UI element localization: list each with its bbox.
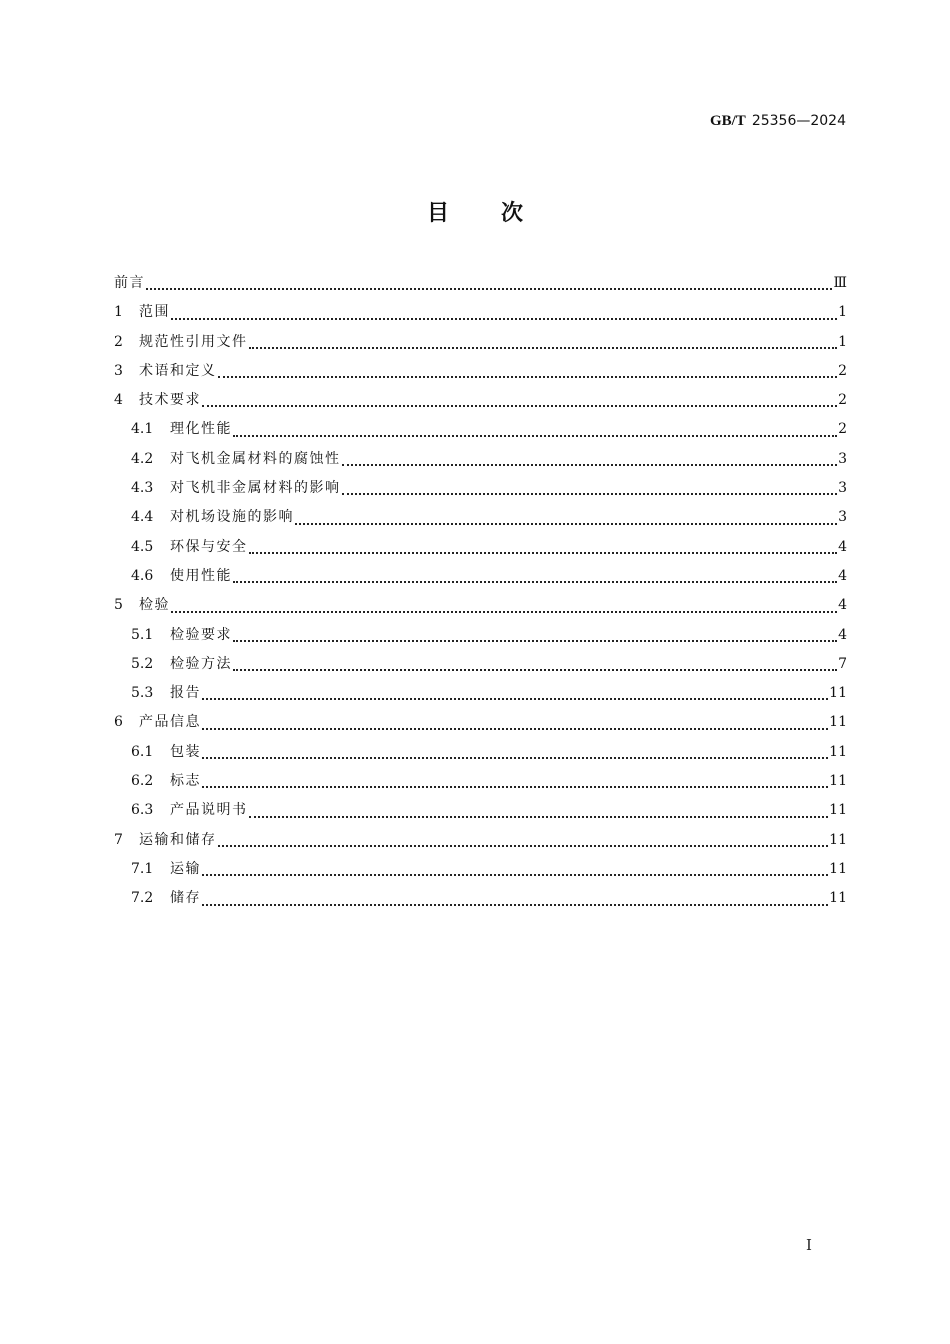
toc-entry-page: 2 <box>838 421 847 438</box>
toc-entry-page: 11 <box>829 743 847 760</box>
toc-entry-page: 11 <box>829 802 847 819</box>
toc-entry-number: 6 <box>114 714 123 731</box>
toc-entry-page: 11 <box>829 773 847 790</box>
toc-leader-dots <box>233 640 837 642</box>
toc-leader-dots <box>233 435 837 437</box>
toc-entry[interactable] <box>114 269 847 298</box>
toc-entry-page: 4 <box>838 626 847 643</box>
page-number: Ⅰ <box>806 1238 812 1254</box>
toc-entry-label: 前言 <box>114 275 145 291</box>
toc-entry[interactable] <box>114 298 847 327</box>
toc-entry-number: 5.1 <box>131 626 154 643</box>
toc-entry[interactable] <box>114 328 847 357</box>
toc-entry[interactable] <box>114 621 847 650</box>
toc-entry[interactable] <box>114 562 847 591</box>
toc-leader-dots <box>171 318 837 320</box>
toc-entry[interactable] <box>114 826 847 855</box>
toc-entry-number: 7 <box>114 831 123 848</box>
toc-entry-number: 5.2 <box>131 655 154 672</box>
toc-entry-label: 对飞机金属材料的腐蚀性 <box>170 450 341 467</box>
toc-leader-dots <box>202 904 828 906</box>
toc-entry-number: 6.1 <box>131 743 154 760</box>
toc-entry-page: 3 <box>838 450 847 467</box>
toc-leader-dots <box>233 581 837 583</box>
toc-entry-page: 11 <box>829 714 847 731</box>
toc-entry-label: 对飞机非金属材料的影响 <box>170 480 341 497</box>
toc-entry-label: 报告 <box>170 685 201 702</box>
toc-entry-number: 4 <box>114 392 123 409</box>
page-title: 目次 <box>426 201 575 226</box>
toc-entry-label: 标志 <box>170 773 201 790</box>
toc-entry-number: 4.6 <box>131 567 154 584</box>
toc-entry[interactable] <box>114 650 847 679</box>
toc-leader-dots <box>202 405 837 407</box>
toc-entry[interactable] <box>114 591 847 620</box>
toc-entry-label: 技术要求 <box>139 392 201 409</box>
toc-entry-number: 4.1 <box>131 421 154 438</box>
toc-entry-number: 1 <box>114 304 123 321</box>
toc-entry-number: 7.2 <box>131 890 154 907</box>
toc-leader-dots <box>171 611 837 613</box>
toc-entry-label: 产品说明书 <box>170 802 248 819</box>
toc-leader-dots <box>342 493 838 495</box>
toc-entry-page: 4 <box>838 567 847 584</box>
toc-leader-dots <box>233 669 837 671</box>
toc-entry-page: 2 <box>838 362 847 379</box>
toc-entry-number: 4.2 <box>131 450 154 467</box>
table-of-contents <box>114 269 847 914</box>
toc-entry-number: 4.4 <box>131 509 154 526</box>
toc-entry-number: 7.1 <box>131 860 154 877</box>
toc-entry-page: 11 <box>829 860 847 877</box>
standard-code: 25356—2024 <box>751 113 846 129</box>
toc-entry-label: 检验要求 <box>170 626 232 643</box>
toc-entry-label: 规范性引用文件 <box>139 333 248 350</box>
toc-entry-page: 11 <box>829 685 847 702</box>
toc-entry-number: 2 <box>114 333 123 350</box>
toc-entry-label: 环保与安全 <box>170 538 248 555</box>
toc-entry[interactable] <box>114 679 847 708</box>
toc-entry-page: 2 <box>838 392 847 409</box>
toc-entry-page: 4 <box>838 597 847 614</box>
toc-leader-dots <box>342 464 838 466</box>
toc-leader-dots <box>249 552 838 554</box>
toc-leader-dots <box>249 347 838 349</box>
toc-entry[interactable] <box>114 855 847 884</box>
toc-entry-page: Ⅲ <box>833 275 847 291</box>
toc-entry-label: 运输和储存 <box>139 831 217 848</box>
toc-entry[interactable] <box>114 503 847 532</box>
toc-leader-dots <box>146 288 832 290</box>
toc-entry-page: 1 <box>838 333 847 350</box>
toc-entry-number: 3 <box>114 362 123 379</box>
toc-entry[interactable] <box>114 533 847 562</box>
toc-entry[interactable] <box>114 708 847 737</box>
toc-entry[interactable] <box>114 415 847 444</box>
toc-entry-label: 术语和定义 <box>139 362 217 379</box>
toc-entry-label: 检验方法 <box>170 655 232 672</box>
toc-entry-label: 对机场设施的影响 <box>170 509 294 526</box>
toc-entry[interactable] <box>114 767 847 796</box>
standard-prefix: GB/T <box>709 113 746 129</box>
toc-entry-label: 范围 <box>139 304 170 321</box>
toc-entry-page: 3 <box>838 480 847 497</box>
standard-number <box>710 113 846 130</box>
toc-entry-number: 6.2 <box>131 773 154 790</box>
toc-leader-dots <box>218 376 838 378</box>
toc-entry-label: 包装 <box>170 743 201 760</box>
toc-entry-label: 运输 <box>170 860 201 877</box>
toc-entry-page: 11 <box>829 890 847 907</box>
toc-leader-dots <box>202 874 828 876</box>
toc-leader-dots <box>202 757 828 759</box>
toc-entry-label: 储存 <box>170 890 201 907</box>
toc-entry-label: 检验 <box>139 597 170 614</box>
toc-entry[interactable] <box>114 738 847 767</box>
toc-entry[interactable] <box>114 357 847 386</box>
toc-entry-page: 1 <box>838 304 847 321</box>
toc-leader-dots <box>218 845 829 847</box>
toc-leader-dots <box>202 786 828 788</box>
toc-entry-number: 6.3 <box>131 802 154 819</box>
toc-leader-dots <box>249 816 829 818</box>
toc-leader-dots <box>202 728 828 730</box>
toc-entry-page: 3 <box>838 509 847 526</box>
toc-entry-label: 理化性能 <box>170 421 232 438</box>
toc-entry-page: 11 <box>829 831 847 848</box>
toc-entry[interactable] <box>114 386 847 415</box>
toc-entry[interactable] <box>114 445 847 474</box>
toc-leader-dots <box>295 523 837 525</box>
toc-entry-page: 4 <box>838 538 847 555</box>
toc-entry[interactable] <box>114 884 847 913</box>
toc-entry-number: 5 <box>114 597 123 614</box>
toc-entry-number: 4.3 <box>131 480 154 497</box>
toc-entry[interactable] <box>114 474 847 503</box>
toc-leader-dots <box>202 698 828 700</box>
toc-entry-number: 4.5 <box>131 538 154 555</box>
toc-entry-label: 使用性能 <box>170 567 232 584</box>
toc-entry-label: 产品信息 <box>139 714 201 731</box>
toc-entry[interactable] <box>114 796 847 825</box>
toc-entry-page: 7 <box>838 655 847 672</box>
toc-entry-number: 5.3 <box>131 685 154 702</box>
